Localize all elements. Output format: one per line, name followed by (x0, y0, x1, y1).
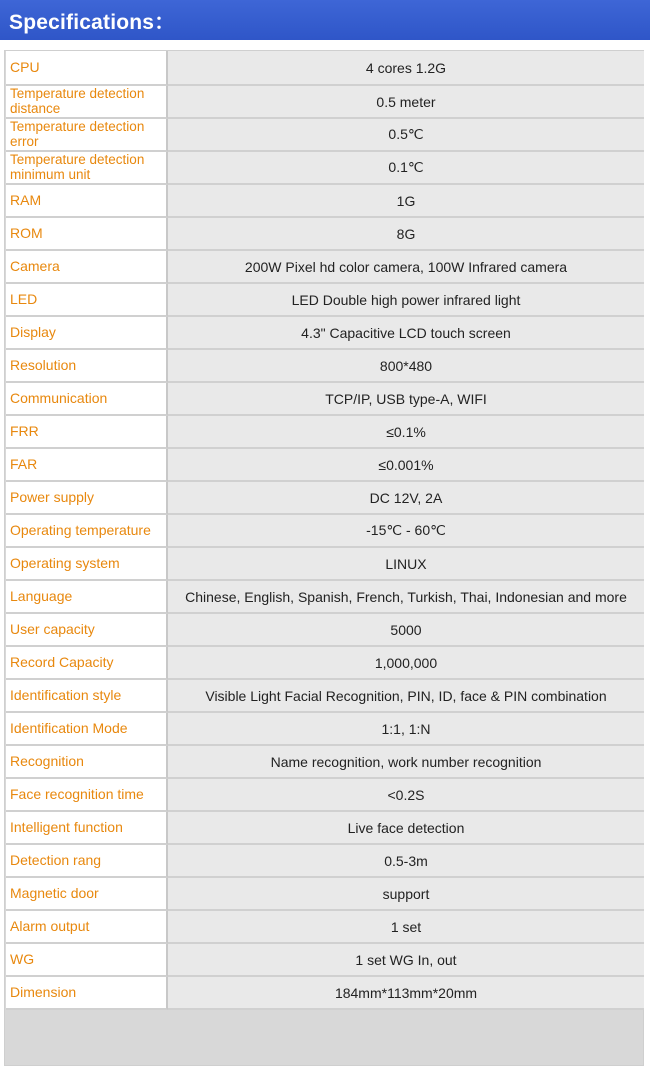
spec-value: -15℃ - 60℃ (168, 515, 644, 548)
table-row (6, 647, 644, 680)
spec-label: Resolution (6, 350, 168, 383)
spec-label: Identification Mode (6, 713, 168, 746)
spec-value: LED Double high power infrared light (168, 284, 644, 317)
spec-value: Chinese, English, Spanish, French, Turkish, Thai, Indonesian and more (168, 581, 644, 614)
table-row (6, 779, 644, 812)
table-row (6, 548, 644, 581)
spec-label: Power supply (6, 482, 168, 515)
spec-label: User capacity (6, 614, 168, 647)
spec-label: Dimension (6, 977, 168, 1010)
spec-value: 184mm*113mm*20mm (168, 977, 644, 1010)
table-row (6, 51, 644, 86)
table-row (6, 845, 644, 878)
table-row (6, 713, 644, 746)
spec-value: 8G (168, 218, 644, 251)
table-row (6, 284, 644, 317)
spec-value: 1,000,000 (168, 647, 644, 680)
section-title: Specifications： (9, 11, 176, 34)
table-row (6, 185, 644, 218)
table-row (6, 977, 644, 1010)
spec-value: 0.5℃ (168, 119, 644, 152)
table-row (6, 812, 644, 845)
spec-value: Visible Light Facial Recognition, PIN, ID, face & PIN combination (168, 680, 644, 713)
spec-label: Alarm output (6, 911, 168, 944)
spec-value: 0.5-3m (168, 845, 644, 878)
spec-value: 800*480 (168, 350, 644, 383)
table-row (6, 680, 644, 713)
spec-value: TCP/IP, USB type-A, WIFI (168, 383, 644, 416)
table-row (6, 614, 644, 647)
table-row (6, 911, 644, 944)
section-header (0, 0, 650, 40)
table-row (6, 416, 644, 449)
spec-label: CPU (6, 51, 168, 86)
spec-label: Intelligent function (6, 812, 168, 845)
spec-table-container (4, 50, 644, 1066)
spec-value: 0.5 meter (168, 86, 644, 119)
spec-value: support (168, 878, 644, 911)
spec-value: ≤0.1% (168, 416, 644, 449)
spec-label: ROM (6, 218, 168, 251)
spec-table (6, 51, 644, 1010)
spec-label: Temperature detection error (6, 119, 168, 152)
table-row (6, 482, 644, 515)
spec-label: Operating system (6, 548, 168, 581)
spec-value: 1:1, 1:N (168, 713, 644, 746)
spec-value: DC 12V, 2A (168, 482, 644, 515)
spec-label: RAM (6, 185, 168, 218)
table-row (6, 878, 644, 911)
table-row (6, 251, 644, 284)
spec-label: Temperature detection minimum unit (6, 152, 168, 185)
spec-value: 4 cores 1.2G (168, 51, 644, 86)
spec-label: Camera (6, 251, 168, 284)
table-row (6, 218, 644, 251)
table-row (6, 152, 644, 185)
spec-label: Temperature detection distance (6, 86, 168, 119)
spec-label: Communication (6, 383, 168, 416)
spec-value: 4.3" Capacitive LCD touch screen (168, 317, 644, 350)
table-row (6, 317, 644, 350)
table-row (6, 515, 644, 548)
spec-label: Recognition (6, 746, 168, 779)
spec-value: 1 set (168, 911, 644, 944)
spec-label: FAR (6, 449, 168, 482)
spec-value: 1 set WG In, out (168, 944, 644, 977)
spec-value: ≤0.001% (168, 449, 644, 482)
table-row (6, 944, 644, 977)
table-row (6, 350, 644, 383)
spec-value: 0.1℃ (168, 152, 644, 185)
spec-label: Language (6, 581, 168, 614)
spec-value: Name recognition, work number recognition (168, 746, 644, 779)
spec-value: 5000 (168, 614, 644, 647)
spec-label: Record Capacity (6, 647, 168, 680)
spec-label: LED (6, 284, 168, 317)
spec-label: FRR (6, 416, 168, 449)
spec-value: Live face detection (168, 812, 644, 845)
table-row (6, 86, 644, 119)
spec-label: WG (6, 944, 168, 977)
spec-label: Display (6, 317, 168, 350)
table-row (6, 383, 644, 416)
spec-value: LINUX (168, 548, 644, 581)
table-row (6, 449, 644, 482)
table-row (6, 581, 644, 614)
spec-label: Identification style (6, 680, 168, 713)
spec-value: <0.2S (168, 779, 644, 812)
spec-label: Face recognition time (6, 779, 168, 812)
spec-label: Magnetic door (6, 878, 168, 911)
spec-label: Detection rang (6, 845, 168, 878)
table-row (6, 119, 644, 152)
spec-label: Operating temperature (6, 515, 168, 548)
spec-value: 1G (168, 185, 644, 218)
table-row (6, 746, 644, 779)
spec-value: 200W Pixel hd color camera, 100W Infrared camera (168, 251, 644, 284)
